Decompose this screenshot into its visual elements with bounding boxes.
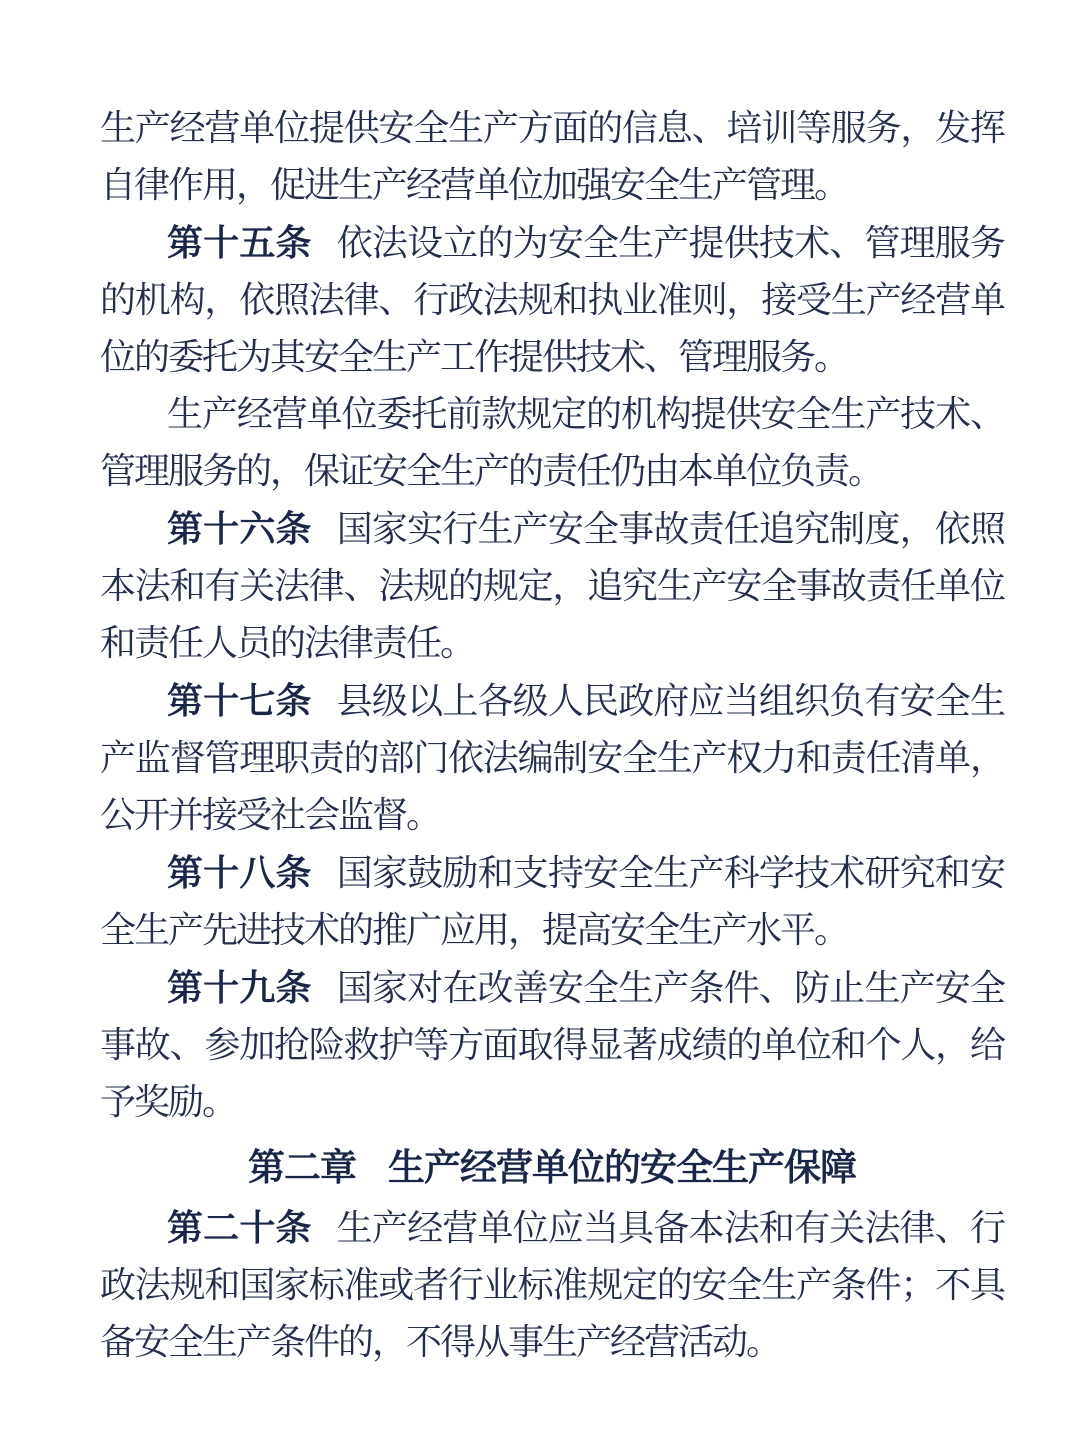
article-20-number: 第二十条 xyxy=(167,1207,312,1248)
article-16-number: 第十六条 xyxy=(167,508,312,549)
article-20-paragraph xyxy=(100,1199,1004,1371)
article-18-paragraph xyxy=(100,844,1004,959)
article-15-text: 依法设立的为安全生产提供技术、管理服务的机构，依照法律、行政法规和执业准则，接受生产经营单位的委托为其安全生产工作提供技术、管理服务。 xyxy=(100,223,1004,377)
chapter-2-heading xyxy=(100,1139,1004,1196)
article-16-text: 国家实行生产安全事故责任追究制度，依照本法和有关法律、法规的规定，追究生产安全事故责任单位和责任人员的法律责任。 xyxy=(100,509,1004,663)
article-15-paragraph xyxy=(100,214,1004,386)
article-19-number: 第十九条 xyxy=(167,967,312,1008)
article-17-paragraph xyxy=(100,672,1004,844)
paragraph-intro-continuation: 生产经营单位提供安全生产方面的信息、培训等服务，发挥自律作用，促进生产经营单位加强安全生产管理。 xyxy=(100,108,1004,205)
article-17-number: 第十七条 xyxy=(167,680,312,721)
article-17-text: 县级以上各级人民政府应当组织负有安全生产监督管理职责的部门依法编制安全生产权力和责任清单，公开并接受社会监督。 xyxy=(100,681,1004,835)
article-20-text: 生产经营单位应当具备本法和有关法律、行政法规和国家标准或者行业标准规定的安全生产条件；不具备安全生产条件的，不得从事生产经营活动。 xyxy=(100,1208,1004,1362)
article-15-number: 第十五条 xyxy=(167,222,312,263)
article-15-paragraph-2: 生产经营单位委托前款规定的机构提供安全生产技术、管理服务的，保证安全生产的责任仍由本单位负责。 xyxy=(100,394,1004,491)
chapter-2-title: 生产经营单位的安全生产保障 xyxy=(388,1147,856,1188)
article-19-text: 国家对在改善安全生产条件、防止生产安全事故、参加抢险救护等方面取得显著成绩的单位和个人，给予奖励。 xyxy=(100,968,1004,1122)
article-19-paragraph xyxy=(100,959,1004,1131)
chapter-2-number: 第二章 xyxy=(248,1147,356,1188)
article-18-number: 第十八条 xyxy=(167,852,312,893)
article-16-paragraph xyxy=(100,500,1004,672)
article-18-text: 国家鼓励和支持安全生产科学技术研究和安全生产先进技术的推广应用，提高安全生产水平。 xyxy=(100,853,1004,950)
